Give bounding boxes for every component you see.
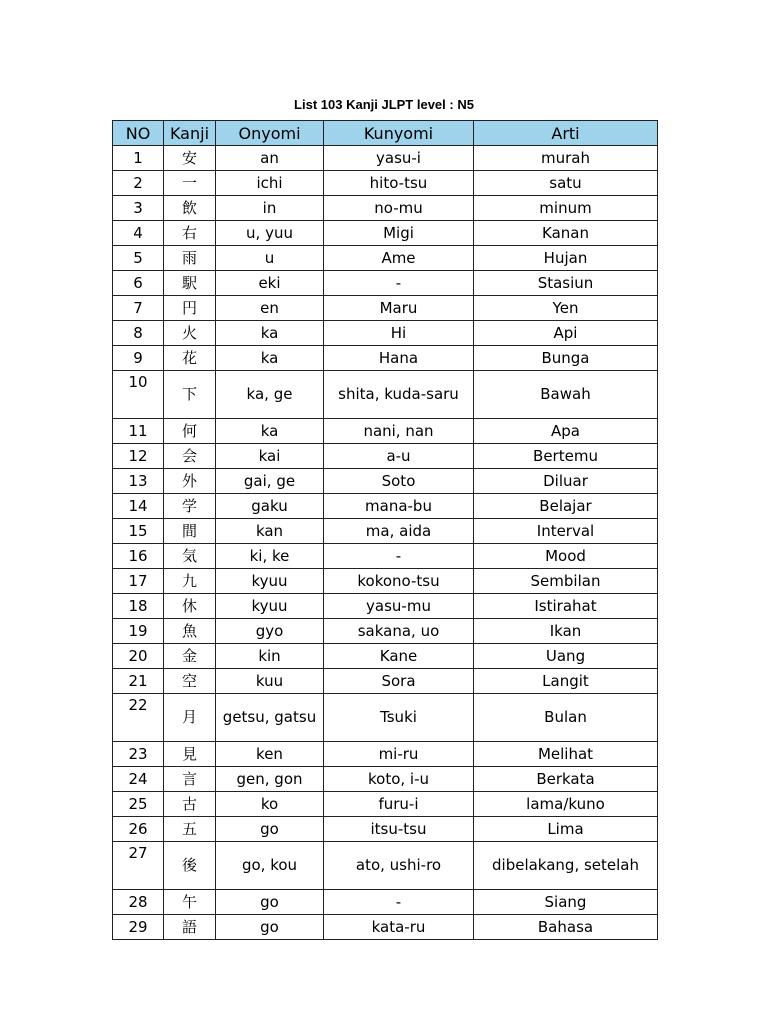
cell-no: 24 (113, 767, 164, 792)
cell-arti: Bunga (474, 346, 658, 371)
cell-onyomi: eki (216, 271, 324, 296)
cell-kanji: 九 (164, 569, 216, 594)
table-row (113, 594, 658, 619)
cell-no: 5 (113, 246, 164, 271)
cell-kanji: 見 (164, 742, 216, 767)
cell-onyomi: go, kou (216, 842, 324, 890)
table-row (113, 171, 658, 196)
cell-kunyomi: sakana, uo (324, 619, 474, 644)
cell-kunyomi: ato, ushi-ro (324, 842, 474, 890)
cell-kunyomi: mi-ru (324, 742, 474, 767)
cell-onyomi: gai, ge (216, 469, 324, 494)
cell-kanji: 円 (164, 296, 216, 321)
cell-onyomi: u, yuu (216, 221, 324, 246)
cell-arti: Mood (474, 544, 658, 569)
table-row (113, 544, 658, 569)
cell-kanji: 五 (164, 817, 216, 842)
cell-kunyomi: no-mu (324, 196, 474, 221)
cell-no: 27 (113, 842, 164, 890)
cell-kunyomi: - (324, 544, 474, 569)
cell-kunyomi: hito-tsu (324, 171, 474, 196)
cell-onyomi: ka (216, 321, 324, 346)
cell-no: 21 (113, 669, 164, 694)
cell-arti: Sembilan (474, 569, 658, 594)
cell-kanji: 後 (164, 842, 216, 890)
cell-arti: Interval (474, 519, 658, 544)
cell-onyomi: ka (216, 419, 324, 444)
cell-no: 8 (113, 321, 164, 346)
cell-onyomi: go (216, 915, 324, 940)
cell-onyomi: ko (216, 792, 324, 817)
cell-no: 7 (113, 296, 164, 321)
cell-kunyomi: - (324, 890, 474, 915)
cell-onyomi: kyuu (216, 594, 324, 619)
cell-arti: Bawah (474, 371, 658, 419)
cell-arti: Stasiun (474, 271, 658, 296)
cell-arti: Uang (474, 644, 658, 669)
cell-kunyomi: Hi (324, 321, 474, 346)
header-kanji: Kanji (164, 121, 216, 146)
cell-onyomi: kyuu (216, 569, 324, 594)
table-row (113, 296, 658, 321)
cell-arti: Yen (474, 296, 658, 321)
cell-no: 19 (113, 619, 164, 644)
cell-kunyomi: - (324, 271, 474, 296)
table-row (113, 817, 658, 842)
table-row (113, 644, 658, 669)
cell-no: 11 (113, 419, 164, 444)
cell-kunyomi: Kane (324, 644, 474, 669)
cell-onyomi: ki, ke (216, 544, 324, 569)
cell-kunyomi: Hana (324, 346, 474, 371)
cell-no: 2 (113, 171, 164, 196)
cell-arti: minum (474, 196, 658, 221)
cell-kunyomi: yasu-mu (324, 594, 474, 619)
cell-kunyomi: shita, kuda-saru (324, 371, 474, 419)
cell-kanji: 下 (164, 371, 216, 419)
cell-no: 17 (113, 569, 164, 594)
cell-no: 26 (113, 817, 164, 842)
cell-arti: Diluar (474, 469, 658, 494)
cell-arti: Hujan (474, 246, 658, 271)
cell-kunyomi: Tsuki (324, 694, 474, 742)
cell-arti: Apa (474, 419, 658, 444)
cell-kunyomi: koto, i-u (324, 767, 474, 792)
header-no: NO (113, 121, 164, 146)
cell-kanji: 古 (164, 792, 216, 817)
table-row (113, 246, 658, 271)
cell-arti: Bahasa (474, 915, 658, 940)
cell-arti: Bulan (474, 694, 658, 742)
cell-arti: Istirahat (474, 594, 658, 619)
cell-onyomi: kin (216, 644, 324, 669)
cell-arti: Ikan (474, 619, 658, 644)
kanji-table (112, 120, 658, 940)
cell-no: 29 (113, 915, 164, 940)
header-arti: Arti (474, 121, 658, 146)
cell-kanji: 休 (164, 594, 216, 619)
table-row (113, 569, 658, 594)
cell-no: 25 (113, 792, 164, 817)
cell-kanji: 右 (164, 221, 216, 246)
cell-onyomi: gen, gon (216, 767, 324, 792)
cell-kanji: 雨 (164, 246, 216, 271)
table-body (113, 146, 658, 940)
table-row (113, 469, 658, 494)
cell-kunyomi: Soto (324, 469, 474, 494)
cell-no: 6 (113, 271, 164, 296)
cell-kunyomi: kata-ru (324, 915, 474, 940)
cell-kanji: 外 (164, 469, 216, 494)
table-row (113, 767, 658, 792)
cell-onyomi: ka (216, 346, 324, 371)
table-row (113, 694, 658, 742)
cell-onyomi: kan (216, 519, 324, 544)
cell-kanji: 安 (164, 146, 216, 171)
cell-arti: Berkata (474, 767, 658, 792)
cell-kunyomi: Maru (324, 296, 474, 321)
cell-no: 18 (113, 594, 164, 619)
cell-onyomi: in (216, 196, 324, 221)
cell-onyomi: an (216, 146, 324, 171)
cell-no: 23 (113, 742, 164, 767)
cell-arti: dibelakang, setelah (474, 842, 658, 890)
cell-no: 4 (113, 221, 164, 246)
cell-no: 20 (113, 644, 164, 669)
cell-kanji: 飲 (164, 196, 216, 221)
cell-arti: Melihat (474, 742, 658, 767)
table-row (113, 842, 658, 890)
cell-kunyomi: Migi (324, 221, 474, 246)
table-row (113, 494, 658, 519)
cell-no: 28 (113, 890, 164, 915)
cell-kunyomi: Ame (324, 246, 474, 271)
cell-arti: Api (474, 321, 658, 346)
cell-onyomi: kai (216, 444, 324, 469)
cell-kanji: 駅 (164, 271, 216, 296)
cell-arti: lama/kuno (474, 792, 658, 817)
cell-onyomi: go (216, 817, 324, 842)
cell-no: 13 (113, 469, 164, 494)
table-row (113, 271, 658, 296)
cell-onyomi: gaku (216, 494, 324, 519)
cell-kunyomi: kokono-tsu (324, 569, 474, 594)
table-row (113, 742, 658, 767)
cell-onyomi: getsu, gatsu (216, 694, 324, 742)
cell-onyomi: en (216, 296, 324, 321)
table-row (113, 915, 658, 940)
table-row (113, 890, 658, 915)
cell-kanji: 金 (164, 644, 216, 669)
cell-kunyomi: mana-bu (324, 494, 474, 519)
table-row (113, 792, 658, 817)
cell-onyomi: kuu (216, 669, 324, 694)
table-row (113, 146, 658, 171)
table-header-row (113, 121, 658, 146)
cell-arti: Siang (474, 890, 658, 915)
cell-arti: Lima (474, 817, 658, 842)
cell-kanji: 火 (164, 321, 216, 346)
cell-kanji: 言 (164, 767, 216, 792)
cell-kunyomi: itsu-tsu (324, 817, 474, 842)
cell-no: 16 (113, 544, 164, 569)
cell-kanji: 語 (164, 915, 216, 940)
cell-onyomi: ken (216, 742, 324, 767)
cell-arti: Bertemu (474, 444, 658, 469)
cell-no: 12 (113, 444, 164, 469)
cell-kunyomi: furu-i (324, 792, 474, 817)
cell-kanji: 何 (164, 419, 216, 444)
table-row (113, 221, 658, 246)
table-row (113, 619, 658, 644)
cell-kunyomi: a-u (324, 444, 474, 469)
cell-kunyomi: nani, nan (324, 419, 474, 444)
cell-no: 22 (113, 694, 164, 742)
cell-kanji: 月 (164, 694, 216, 742)
cell-onyomi: u (216, 246, 324, 271)
cell-no: 10 (113, 371, 164, 419)
cell-kunyomi: ma, aida (324, 519, 474, 544)
table-row (113, 321, 658, 346)
cell-arti: Kanan (474, 221, 658, 246)
table-row (113, 419, 658, 444)
cell-no: 9 (113, 346, 164, 371)
cell-kunyomi: Sora (324, 669, 474, 694)
cell-kanji: 会 (164, 444, 216, 469)
cell-onyomi: ka, ge (216, 371, 324, 419)
cell-kanji: 一 (164, 171, 216, 196)
table-row (113, 371, 658, 419)
header-onyomi: Onyomi (216, 121, 324, 146)
cell-kanji: 間 (164, 519, 216, 544)
cell-onyomi: ichi (216, 171, 324, 196)
table-row (113, 346, 658, 371)
cell-no: 3 (113, 196, 164, 221)
cell-onyomi: go (216, 890, 324, 915)
cell-arti: satu (474, 171, 658, 196)
cell-kanji: 花 (164, 346, 216, 371)
table-row (113, 196, 658, 221)
cell-no: 1 (113, 146, 164, 171)
cell-kanji: 学 (164, 494, 216, 519)
cell-arti: murah (474, 146, 658, 171)
cell-kunyomi: yasu-i (324, 146, 474, 171)
document-title: List 103 Kanji JLPT level : N5 (294, 97, 474, 112)
header-kunyomi: Kunyomi (324, 121, 474, 146)
cell-no: 14 (113, 494, 164, 519)
cell-arti: Langit (474, 669, 658, 694)
table-row (113, 444, 658, 469)
cell-arti: Belajar (474, 494, 658, 519)
cell-kanji: 気 (164, 544, 216, 569)
cell-kanji: 魚 (164, 619, 216, 644)
cell-onyomi: gyo (216, 619, 324, 644)
table-row (113, 519, 658, 544)
cell-kanji: 空 (164, 669, 216, 694)
table-row (113, 669, 658, 694)
cell-no: 15 (113, 519, 164, 544)
cell-kanji: 午 (164, 890, 216, 915)
